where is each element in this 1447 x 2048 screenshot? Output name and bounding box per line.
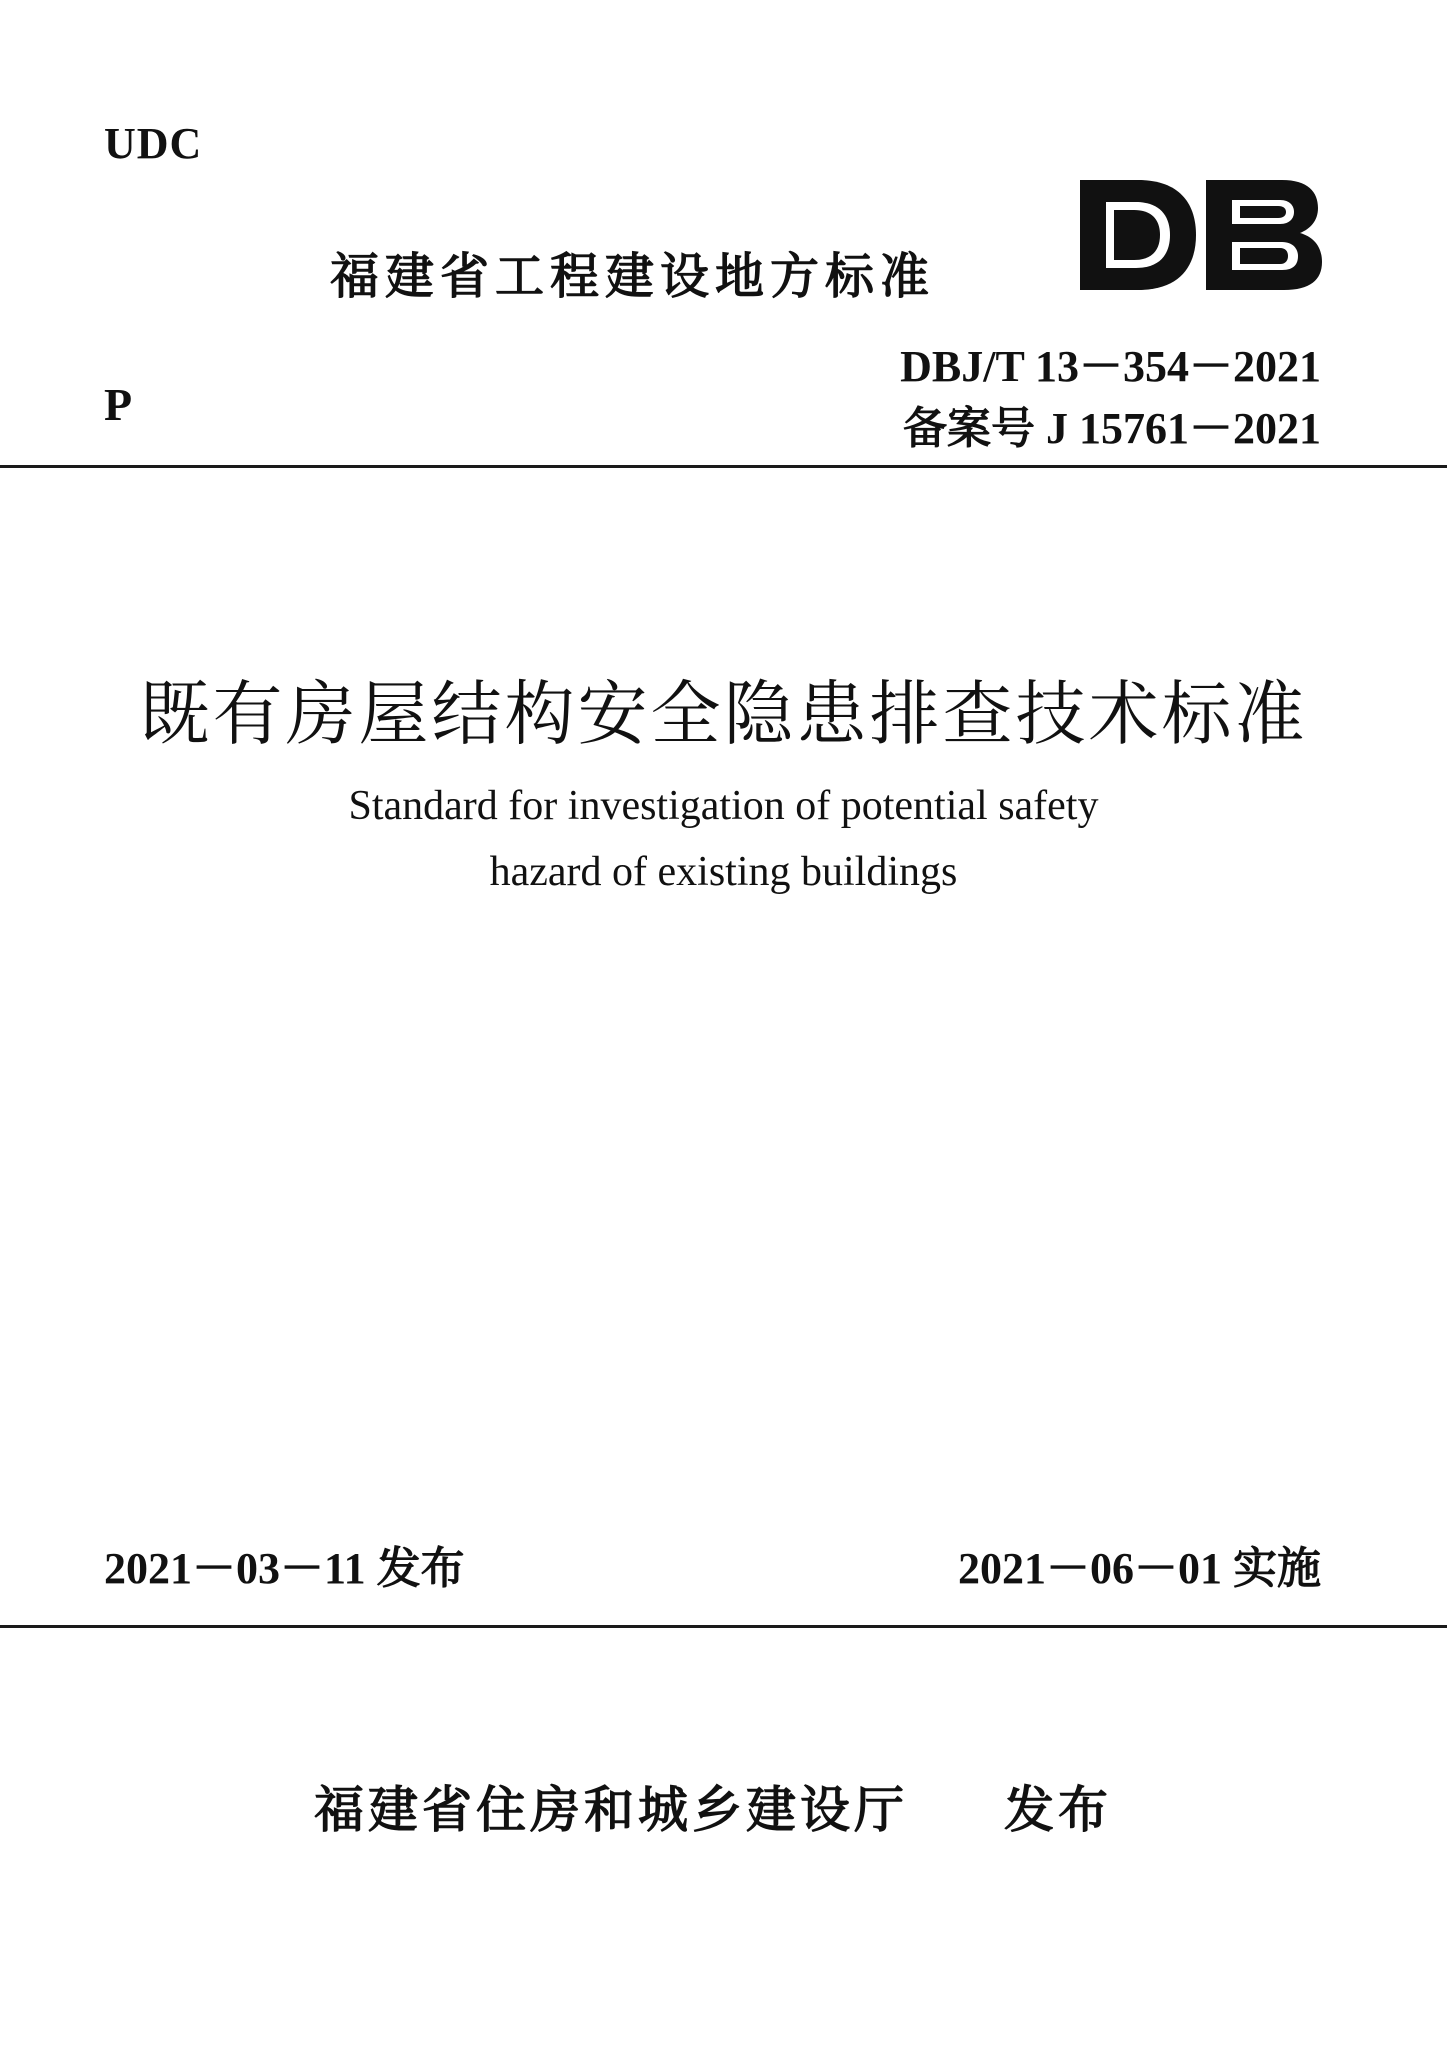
- publisher-action: 发布: [1004, 1781, 1112, 1839]
- title-chinese: 既有房屋结构安全隐患排查技术标准: [139, 673, 1308, 755]
- issue-date: 2021－03－11 发布: [104, 1544, 465, 1593]
- standard-code: DBJ/T 13－354－2021: [900, 342, 1321, 391]
- top-divider: [0, 465, 1447, 468]
- udc-label: UDC: [104, 119, 203, 168]
- title-english-line2: hazard of existing buildings: [489, 849, 958, 895]
- title-english-line1: Standard for investigation of potential safety: [348, 783, 1099, 829]
- p-label: P: [104, 379, 133, 430]
- bottom-divider: [0, 1625, 1447, 1628]
- db-logo-icon: [1076, 176, 1324, 294]
- publisher-name: 福建省住房和城乡建设厅: [314, 1781, 908, 1839]
- standard-category: 福建省工程建设地方标准: [330, 248, 936, 305]
- implementation-date: 2021－06－01 实施: [958, 1544, 1321, 1593]
- record-number: 备案号 J 15761－2021: [903, 404, 1321, 453]
